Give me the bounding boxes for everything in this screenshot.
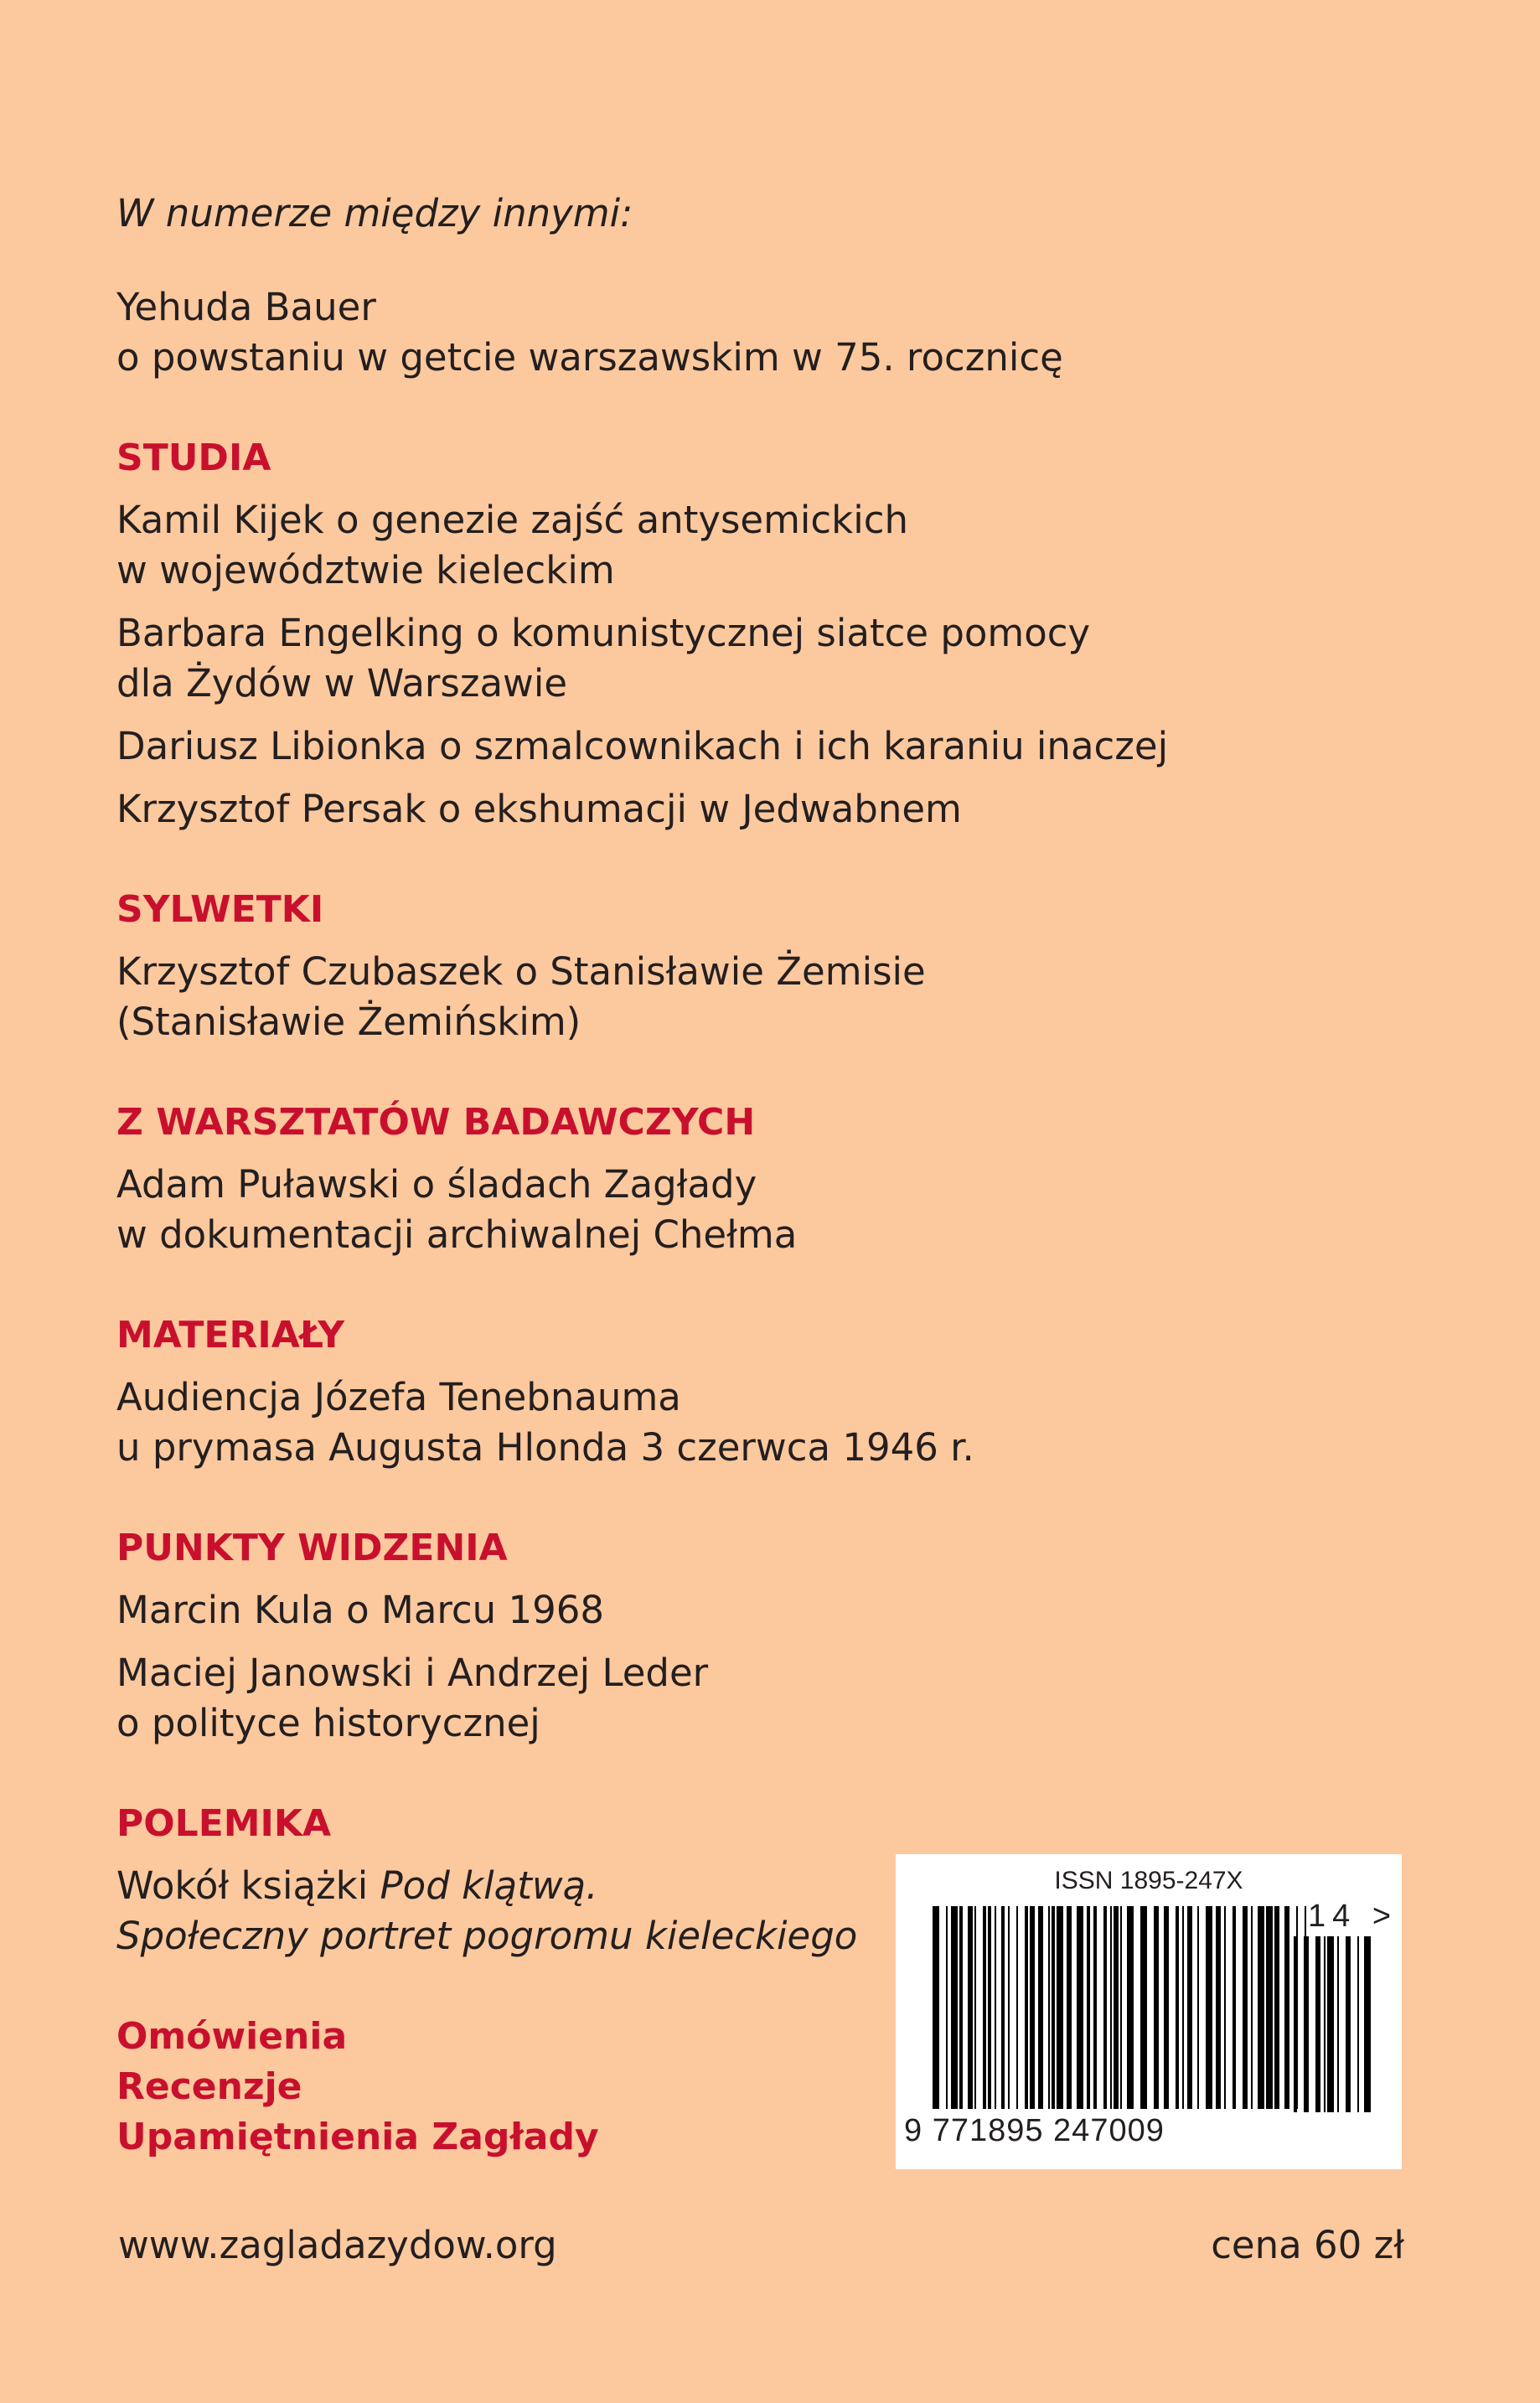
item-line: Barbara Engelking o komunistycznej siatce pomocy	[116, 611, 1091, 655]
book-title: Pod klątwą.	[380, 1863, 598, 1908]
barcode-bar	[951, 1906, 958, 2109]
item-line: u prymasa Augusta Hlonda 3 czerwca 1946 r.	[116, 1425, 974, 1470]
item-line: Dariusz Libionka o szmalcownikach i ich karaniu inaczej	[116, 724, 1169, 768]
barcode-bar	[1357, 1936, 1359, 2112]
section-item	[116, 1585, 1139, 1636]
barcode-bar	[1258, 1906, 1264, 2109]
barcode-bar	[1057, 1906, 1063, 2109]
section-heading: PUNKTY WIDZENIA	[116, 1527, 508, 1569]
intro-text: W numerze między innymi:	[116, 191, 633, 235]
book-subtitle: Społeczny portret pogromu kieleckiego	[116, 1914, 858, 1958]
barcode-bar	[1127, 1906, 1134, 2109]
barcode-bar	[988, 1906, 991, 2109]
barcode-bar	[1304, 1936, 1309, 2112]
barcode-bar	[968, 1906, 973, 2109]
item-line: Krzysztof Czubaszek o Stanisławie Żemisie	[116, 949, 926, 994]
barcode-bar	[1224, 1906, 1226, 2109]
featured-article	[116, 282, 1139, 383]
barcode-bar	[1025, 1906, 1028, 2109]
barcode-bar	[1197, 1906, 1199, 2109]
barcode-box	[896, 1854, 1402, 2169]
section-heading: SYLWETKI	[116, 888, 324, 931]
barcode-bar	[1337, 1936, 1339, 2112]
section-item	[116, 721, 1169, 772]
section-item	[116, 784, 1139, 835]
section-heading: POLEMIKA	[116, 1802, 332, 1845]
barcode-bar	[1324, 1936, 1326, 2112]
barcode-bar	[1294, 1936, 1297, 2112]
barcode-bar	[1154, 1906, 1159, 2109]
section-item	[116, 608, 1139, 709]
price-label: cena 60 zł	[1211, 2223, 1404, 2267]
section-sylwetki	[116, 885, 1139, 1047]
section-heading: STUDIA	[116, 437, 271, 479]
barcode-digits: 9 771895 247009	[904, 2113, 1165, 2148]
barcode-bar	[1206, 1906, 1212, 2109]
barcode-bar	[1120, 1906, 1122, 2109]
barcode-bar	[1187, 1906, 1192, 2109]
barcode-bar	[1048, 1906, 1050, 2109]
barcode-bar	[1093, 1906, 1097, 2109]
barcode-bar	[1052, 1906, 1055, 2109]
section-z-warsztat-w-badawczych	[116, 1098, 1139, 1260]
item-line: Maciej Janowski i Andrzej Leder	[116, 1651, 709, 1695]
barcode-bar	[1016, 1906, 1018, 2109]
section-item	[116, 1160, 1139, 1260]
issn-label: ISSN 1895-247X	[1054, 1867, 1243, 1894]
barcode-bar	[995, 1906, 996, 2109]
barcode-bar	[1001, 1906, 1005, 2109]
item-line: Krzysztof Persak o ekshumacji w Jedwabnem	[116, 787, 962, 831]
section-heading: Z WARSZTATÓW BADAWCZYCH	[116, 1101, 756, 1144]
section-item	[116, 1372, 1139, 1473]
featured-author: Yehuda Bauer	[116, 285, 376, 329]
barcode-bar	[1038, 1906, 1043, 2109]
section-materia-y	[116, 1310, 1139, 1473]
barcode-bar	[1274, 1906, 1279, 2109]
barcode-bar	[1315, 1936, 1320, 2112]
barcode-bar	[1251, 1906, 1253, 2109]
section-heading: MATERIAŁY	[116, 1314, 345, 1357]
barcode-bar	[1008, 1906, 1010, 2109]
section-heading-upamietnienia: Upamiętnienia Zagłady	[116, 2116, 599, 2158]
featured-topic: o powstaniu w getcie warszawskim w 75. rocznicę	[116, 335, 1063, 380]
barcode-bar	[1327, 1936, 1334, 2112]
section-item	[116, 1648, 1139, 1749]
barcode-bar	[1087, 1906, 1090, 2109]
section-heading-recenzje: Recenzje	[116, 2065, 302, 2108]
barcode-bar	[1114, 1906, 1119, 2109]
barcode-bar	[1216, 1906, 1221, 2109]
item-line: o polityce historycznej	[116, 1701, 540, 1745]
barcode-bar	[1030, 1906, 1035, 2109]
barcode-bar	[983, 1906, 986, 2109]
barcode-bar	[959, 1906, 963, 2109]
barcode-bar	[1266, 1906, 1273, 2109]
item-line: Audiencja Józefa Tenebnauma	[116, 1375, 681, 1419]
barcode-bar	[946, 1906, 948, 2109]
item-line: Marcin Kula o Marcu 1968	[116, 1588, 604, 1632]
item-line: Adam Puławski o śladach Zagłady	[116, 1162, 757, 1207]
barcode-bar	[1243, 1906, 1248, 2109]
barcode-bar	[1346, 1936, 1351, 2112]
section-item	[116, 947, 1139, 1047]
section-item	[116, 495, 1139, 596]
barcode-bar	[1067, 1906, 1072, 2109]
barcode-bar	[1284, 1906, 1289, 2109]
section-punkty-widzenia	[116, 1523, 1139, 1749]
barcode-addon-digits: 14 >	[1308, 1899, 1398, 1934]
barcode-addon-bars	[1294, 1936, 1377, 2112]
item-line-prefix: Wokół książki	[116, 1863, 380, 1908]
section-studia	[116, 433, 1169, 835]
barcode-bar	[1182, 1906, 1184, 2109]
barcode-bar	[1110, 1906, 1112, 2109]
barcode-bar	[1233, 1906, 1236, 2109]
barcode-bar	[1164, 1906, 1169, 2109]
barcode-bar	[933, 1906, 939, 2109]
barcode-bar	[1103, 1906, 1107, 2109]
website-url[interactable]: www.zagladazydow.org	[118, 2223, 557, 2267]
item-line: Kamil Kijek o genezie zajść antysemickich	[116, 498, 908, 542]
item-line: w województwie kieleckim	[116, 548, 615, 592]
sections-container	[116, 433, 1169, 1749]
item-line: (Stanisławie Żemińskim)	[116, 1000, 581, 1044]
barcode-bar	[974, 1906, 976, 2109]
barcode-bar	[1364, 1936, 1371, 2112]
item-line: w dokumentacji archiwalnej Chełma	[116, 1212, 798, 1257]
barcode-bar	[1140, 1906, 1147, 2109]
item-line: dla Żydów w Warszawie	[116, 661, 568, 705]
section-heading-omowienia: Omówienia	[116, 2015, 348, 2058]
barcode-bar	[1176, 1906, 1179, 2109]
barcode-bar	[1077, 1906, 1083, 2109]
barcode-bars	[933, 1906, 1310, 2109]
